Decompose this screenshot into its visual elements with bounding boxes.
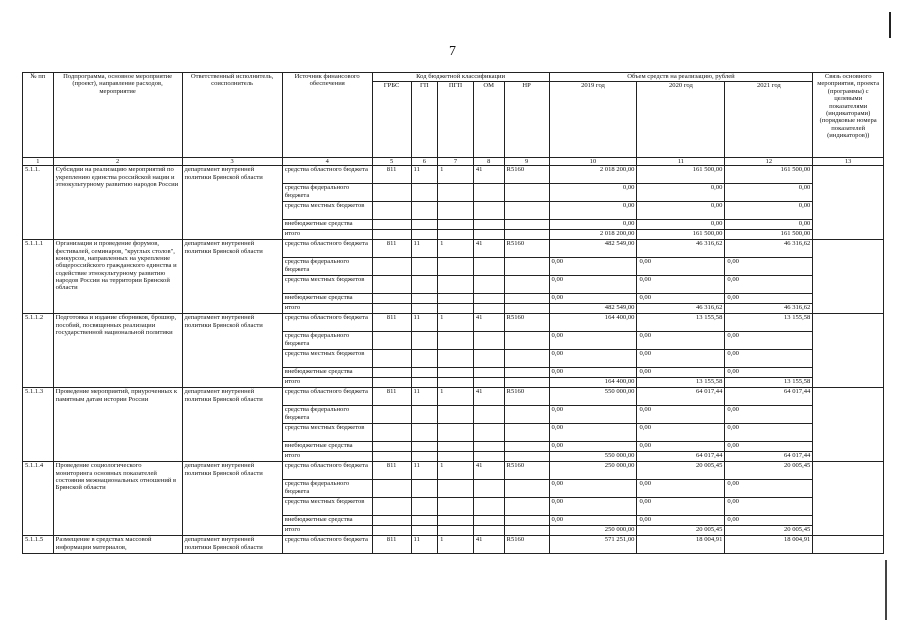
source-federal: средства федерального бюджета [282,480,372,498]
indicator-link-cell [813,536,884,554]
source-federal: средства федерального бюджета [282,332,372,350]
source-offbudget: внебюджетные средства [282,442,372,452]
value-2020: 13 155,58 [637,314,725,332]
item-executor: департамент внутренней политики Брянской области [182,536,282,554]
item-executor: департамент внутренней политики Брянской области [182,314,282,388]
item-name: Размещение в средствах массовой информации материалов, [53,536,182,554]
value-2021: 18 004,91 [725,536,813,554]
code-grbs: 811 [372,462,411,480]
code-gp: 11 [411,388,438,406]
source-offbudget: внебюджетные средства [282,294,372,304]
code-gp: 11 [411,314,438,332]
header-2021: 2021 год [725,82,813,158]
table-row [23,536,884,554]
code-pgp: 1 [438,462,474,480]
item-number: 5.1.1.5 [23,536,54,554]
value-2019: 571 251,00 [549,536,637,554]
column-index: 1 [23,158,54,166]
value-2019: 164 400,00 [549,314,637,332]
source-total: итого [282,304,372,314]
code-nr: R5160 [504,166,549,184]
value-2019: 0,00 [549,424,637,442]
indicator-link-cell [813,240,884,314]
code-om: 41 [473,462,504,480]
source-offbudget: внебюджетные средства [282,516,372,526]
code-nr: R5160 [504,536,549,554]
code-gp: 11 [411,240,438,258]
header-2020: 2020 год [637,82,725,158]
value-2021: 0,00 [725,350,813,368]
item-executor: департамент внутренней политики Брянской области [182,240,282,314]
value-2021: 0,00 [725,220,813,230]
value-2021: 0,00 [725,516,813,526]
value-2020: 0,00 [637,480,725,498]
value-2019: 550 000,00 [549,388,637,406]
code-om: 41 [473,314,504,332]
column-index: 10 [549,158,637,166]
column-index: 8 [473,158,504,166]
source-total: итого [282,378,372,388]
code-pgp: 1 [438,388,474,406]
value-2020: 0,00 [637,276,725,294]
table-row [23,388,884,406]
value-2020: 18 004,91 [637,536,725,554]
value-2021: 0,00 [725,294,813,304]
header-source: Источник финансового обеспечения [282,73,372,158]
value-2019: 0,00 [549,480,637,498]
header-num: № пп [23,73,54,158]
source-total: итого [282,452,372,462]
source-federal: средства федерального бюджета [282,184,372,202]
source-total: итого [282,526,372,536]
value-2020: 46 316,62 [637,240,725,258]
value-2020: 0,00 [637,516,725,526]
code-nr: R5160 [504,314,549,332]
value-2020: 0,00 [637,202,725,220]
column-index: 4 [282,158,372,166]
budget-block [23,388,884,462]
value-2019: 0,00 [549,442,637,452]
value-2021: 46 316,62 [725,240,813,258]
source-local: средства местных бюджетов [282,276,372,294]
total-2020: 46 316,62 [637,304,725,314]
source-regional: средства областного бюджета [282,462,372,480]
total-2020: 64 017,44 [637,452,725,462]
item-name: Организация и проведение форумов, фестивалей, семинаров, "круглых столов", конкурсов, направленных на укрепление общероссийского гражданского единства и содействие этнокультурному развитию народов России на территории Брянской области [53,240,182,314]
item-name: Проведение мероприятий, приуроченных к памятным датам истории России [53,388,182,462]
code-pgp: 1 [438,314,474,332]
indicator-link-cell [813,166,884,240]
header-grbs: ГРБС [372,82,411,158]
source-regional: средства областного бюджета [282,314,372,332]
value-2020: 0,00 [637,406,725,424]
value-2021: 0,00 [725,406,813,424]
source-federal: средства федерального бюджета [282,406,372,424]
total-2019: 164 400,00 [549,378,637,388]
item-executor: департамент внутренней политики Брянской области [182,388,282,462]
value-2020: 64 017,44 [637,388,725,406]
page-number: 7 [449,44,456,59]
code-grbs: 811 [372,388,411,406]
value-2019: 0,00 [549,368,637,378]
value-2021: 0,00 [725,498,813,516]
value-2020: 20 005,45 [637,462,725,480]
item-number: 5.1.1.4 [23,462,54,536]
code-grbs: 811 [372,536,411,554]
column-index: 11 [637,158,725,166]
code-grbs: 811 [372,240,411,258]
budget-block [23,536,884,554]
item-name: Субсидии на реализацию мероприятий по укреплению единства российской нации и этнокультурному развитию народов России [53,166,182,240]
value-2019: 0,00 [549,184,637,202]
budget-table [22,72,884,554]
scan-margin-mark-lower [885,560,887,620]
column-index: 2 [53,158,182,166]
code-om: 41 [473,536,504,554]
code-om: 41 [473,166,504,184]
value-2021: 0,00 [725,258,813,276]
total-2021: 20 005,45 [725,526,813,536]
item-number: 5.1.1.1 [23,240,54,314]
value-2019: 0,00 [549,276,637,294]
value-2021: 64 017,44 [725,388,813,406]
source-offbudget: внебюджетные средства [282,220,372,230]
source-local: средства местных бюджетов [282,202,372,220]
table-row [23,240,884,258]
value-2021: 0,00 [725,332,813,350]
value-2020: 0,00 [637,332,725,350]
total-2021: 64 017,44 [725,452,813,462]
column-index: 5 [372,158,411,166]
budget-block [23,314,884,388]
total-2020: 20 005,45 [637,526,725,536]
code-pgp: 1 [438,536,474,554]
header-executor: Ответственный исполнитель, соисполнитель [182,73,282,158]
column-index: 13 [813,158,884,166]
value-2021: 161 500,00 [725,166,813,184]
item-name: Подготовка и издание сборников, брошюр, пособий, посвященных реализации государственной национальной политики [53,314,182,388]
code-pgp: 1 [438,166,474,184]
total-2020: 13 155,58 [637,378,725,388]
source-total: итого [282,230,372,240]
value-2019: 2 018 200,00 [549,166,637,184]
source-regional: средства областного бюджета [282,166,372,184]
value-2020: 0,00 [637,350,725,368]
code-om: 41 [473,240,504,258]
value-2019: 0,00 [549,516,637,526]
value-2021: 0,00 [725,202,813,220]
header-2019: 2019 год [549,82,637,158]
value-2019: 0,00 [549,406,637,424]
value-2020: 0,00 [637,442,725,452]
header-program: Подпрограмма, основное мероприятие (проект), направление расходов, мероприятие [53,73,182,158]
value-2020: 0,00 [637,184,725,202]
header-link: Связь основного мероприятия, проекта (программы) с целевыми показателями (индикаторами) (порядковые номера показателей (индикаторов)) [813,73,884,158]
total-2019: 2 018 200,00 [549,230,637,240]
header-nr: НР [504,82,549,158]
item-name: Проведение социологического мониторинга основных показателей состояния межнациональных отношений в Брянской области [53,462,182,536]
code-gp: 11 [411,536,438,554]
total-2021: 13 155,58 [725,378,813,388]
item-number: 5.1.1. [23,166,54,240]
item-executor: департамент внутренней политики Брянской области [182,462,282,536]
value-2020: 0,00 [637,368,725,378]
total-2019: 482 549,00 [549,304,637,314]
budget-block [23,240,884,314]
value-2019: 250 000,00 [549,462,637,480]
column-index: 6 [411,158,438,166]
value-2020: 0,00 [637,498,725,516]
source-regional: средства областного бюджета [282,388,372,406]
code-grbs: 811 [372,314,411,332]
source-federal: средства федерального бюджета [282,258,372,276]
total-2021: 161 500,00 [725,230,813,240]
code-nr: R5160 [504,462,549,480]
value-2021: 20 005,45 [725,462,813,480]
indicator-link-cell [813,388,884,462]
header-code-group: Код бюджетной классификации [372,73,549,82]
scan-margin-mark [889,12,891,38]
source-regional: средства областного бюджета [282,240,372,258]
column-index-row [23,158,884,166]
code-gp: 11 [411,462,438,480]
value-2021: 13 155,58 [725,314,813,332]
value-2020: 0,00 [637,258,725,276]
value-2020: 0,00 [637,294,725,304]
source-regional: средства областного бюджета [282,536,372,554]
item-number: 5.1.1.3 [23,388,54,462]
code-gp: 11 [411,166,438,184]
table-row [23,314,884,332]
total-2020: 161 500,00 [637,230,725,240]
value-2019: 0,00 [549,498,637,516]
budget-block [23,166,884,240]
value-2021: 0,00 [725,480,813,498]
value-2019: 482 549,00 [549,240,637,258]
column-index: 7 [438,158,474,166]
table-row [23,166,884,184]
value-2020: 0,00 [637,424,725,442]
column-index: 3 [182,158,282,166]
value-2019: 0,00 [549,350,637,368]
indicator-link-cell [813,462,884,536]
value-2021: 0,00 [725,442,813,452]
code-om: 41 [473,388,504,406]
header-pgp: ПГП [438,82,474,158]
item-executor: департамент внутренней политики Брянской области [182,166,282,240]
source-local: средства местных бюджетов [282,350,372,368]
code-grbs: 811 [372,166,411,184]
indicator-link-cell [813,314,884,388]
table-row [23,462,884,480]
column-index: 12 [725,158,813,166]
header-gp: ГП [411,82,438,158]
code-nr: R5160 [504,240,549,258]
source-local: средства местных бюджетов [282,424,372,442]
value-2021: 0,00 [725,276,813,294]
header-om: ОМ [473,82,504,158]
header-volume-group: Объем средств на реализацию, рублей [549,73,813,82]
total-2019: 250 000,00 [549,526,637,536]
source-local: средства местных бюджетов [282,498,372,516]
column-index: 9 [504,158,549,166]
value-2019: 0,00 [549,258,637,276]
total-2021: 46 316,62 [725,304,813,314]
value-2019: 0,00 [549,332,637,350]
item-number: 5.1.1.2 [23,314,54,388]
value-2021: 0,00 [725,368,813,378]
value-2021: 0,00 [725,424,813,442]
budget-block [23,462,884,536]
code-pgp: 1 [438,240,474,258]
value-2019: 0,00 [549,202,637,220]
total-2019: 550 000,00 [549,452,637,462]
source-offbudget: внебюджетные средства [282,368,372,378]
value-2021: 0,00 [725,184,813,202]
value-2020: 161 500,00 [637,166,725,184]
value-2019: 0,00 [549,220,637,230]
code-nr: R5160 [504,388,549,406]
value-2020: 0,00 [637,220,725,230]
value-2019: 0,00 [549,294,637,304]
